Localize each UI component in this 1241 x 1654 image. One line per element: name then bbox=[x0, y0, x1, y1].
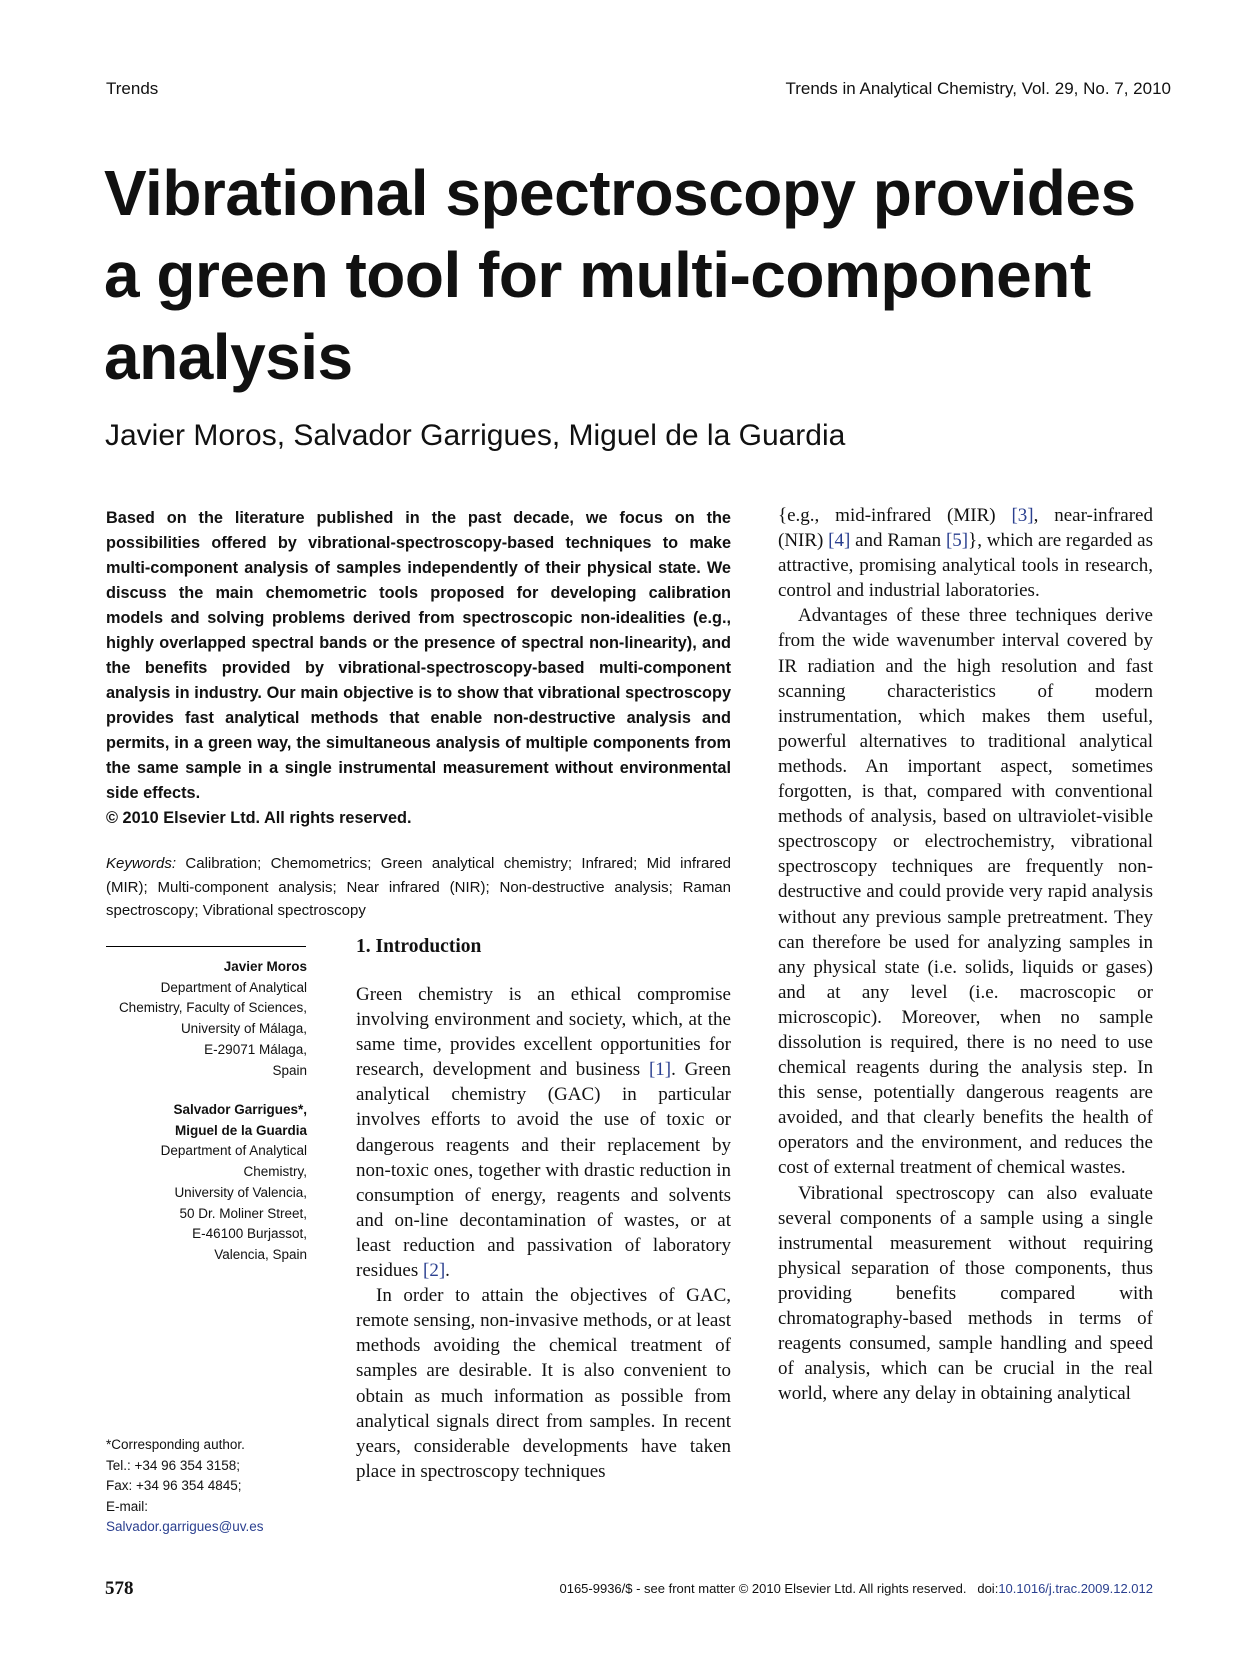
title-line: Vibrational spectroscopy provides bbox=[104, 157, 1136, 229]
keywords bbox=[106, 852, 731, 923]
paragraph bbox=[778, 503, 1153, 603]
title-line: analysis bbox=[104, 321, 353, 393]
paragraph bbox=[356, 982, 731, 1283]
running-header-section: Trends bbox=[106, 79, 159, 98]
citation-link[interactable]: [3] bbox=[1011, 505, 1034, 526]
page-number: 578 bbox=[105, 1578, 134, 1599]
citation-link[interactable]: [1] bbox=[648, 1059, 672, 1081]
corresponding-fax: Fax: +34 96 354 4845; bbox=[106, 1478, 242, 1493]
text-run: . bbox=[445, 1260, 450, 1282]
section-heading: 1. Introduction bbox=[356, 936, 482, 957]
sidebar-divider bbox=[106, 946, 306, 947]
abstract-copyright: © 2010 Elsevier Ltd. All rights reserved. bbox=[106, 809, 412, 827]
keywords-label: Keywords: bbox=[106, 855, 177, 872]
affiliation-block bbox=[92, 957, 307, 1081]
affiliation-line: Department of Analytical bbox=[160, 1143, 307, 1159]
paragraph: In order to attain the objectives of GAC, remote sensing, non-invasive methods, or at least methods avoiding the chemical treatment of samples are desirable. It is also convenient to obtain as much information as possible from analytical signals direct from samples. In recent years, considerable developments have taken place in spectroscopy techniques bbox=[356, 1285, 731, 1482]
affiliation-line: University of Valencia, bbox=[174, 1184, 307, 1200]
abstract bbox=[106, 506, 731, 831]
affiliation-line: Chemistry, Faculty of Sciences, bbox=[118, 1000, 307, 1016]
text-run: {e.g., mid-infrared (MIR) bbox=[778, 505, 1012, 526]
footer-info bbox=[559, 1581, 1153, 1596]
text-run: , near-infrared (NIR) bbox=[778, 505, 1153, 552]
affiliation-line: University of Málaga, bbox=[180, 1021, 307, 1037]
keywords-text: Calibration; Chemometrics; Green analytical chemistry; Infrared; Mid infrared (MIR); Multi-component analysis; Near infrared (NIR); Non-destructive analysis; Raman spectroscopy; Vibrational spectroscopy bbox=[106, 855, 732, 919]
citation-link[interactable]: [2] bbox=[423, 1260, 446, 1282]
article-authors: Javier Moros, Salvador Garrigues, Miguel de la Guardia bbox=[105, 419, 846, 452]
corresponding-email-label: E-mail: bbox=[106, 1498, 149, 1514]
footer-issn: 0165-9936/$ - see front matter © 2010 Elsevier Ltd. All rights reserved. bbox=[559, 1581, 967, 1596]
text-run: and Raman bbox=[850, 530, 946, 552]
body-column-middle bbox=[356, 982, 731, 1484]
abstract-text: Based on the literature published in the past decade, we focus on the possibilities offered by vibrational-spectroscopy-based techniques to make multi-component analysis of samples independently of their physical state. We discuss the main chemometric tools proposed for developing calibration models and solving problems derived from spectroscopic non-idealities (e.g., highly overlapped spectral bands or the presence of spectral non-linearity), and the benefits provided by vibrational-spectroscopy-based multi-component analysis in industry. Our main objective is to show that vibrational spectroscopy provides fast analytical methods that enable non-destructive analysis and permits, in a green way, the simultaneous analysis of multiple components from the same sample in a single instrumental measurement without environmental side effects. bbox=[106, 509, 731, 802]
affiliation-author: Miguel de la Guardia bbox=[174, 1122, 307, 1138]
doi-link[interactable]: 10.1016/j.trac.2009.12.012 bbox=[998, 1581, 1153, 1596]
affiliation-author: Salvador Garrigues*, bbox=[173, 1102, 307, 1117]
corresponding-note: *Corresponding author. bbox=[106, 1437, 245, 1452]
citation-link[interactable]: [4] bbox=[828, 530, 851, 552]
article-title bbox=[104, 152, 1164, 398]
text-run: }, which are regarded as attractive, promising analytical tools in research, control and industrial laboratories. bbox=[778, 530, 1153, 602]
text-run: . Green analytical chemistry (GAC) in particular involves efforts to avoid the use of toxic or dangerous reagents and their replacement by non-toxic ones, together with drastic reduction in consumption of energy, reagents and solvents and on-line decontamination of wastes, or at least reduction and passivation of laboratory residues bbox=[356, 1059, 731, 1282]
body-column-right bbox=[778, 503, 1153, 1406]
affiliation-author: Javier Moros bbox=[223, 959, 307, 974]
affiliation-block bbox=[92, 1100, 307, 1266]
affiliation-line: E-29071 Málaga, bbox=[204, 1041, 307, 1057]
citation-link[interactable]: [5] bbox=[945, 530, 969, 552]
footer-doi-label: doi: bbox=[977, 1581, 999, 1596]
affiliation-line: Spain bbox=[272, 1062, 307, 1078]
affiliation-line: Department of Analytical bbox=[160, 979, 307, 995]
paragraph: Vibrational spectroscopy can also evaluate several components of a sample using a single instrumental measurement without requiring physical separation of those components, thus providing benefits compared with chromatography-based methods in terms of reagents consumed, sample handling and speed of analysis, which can be crucial in the real world, where any delay in obtaining analytical bbox=[778, 1182, 1153, 1405]
affiliation-line: Chemistry, bbox=[243, 1164, 307, 1180]
corresponding-author bbox=[106, 1435, 264, 1538]
affiliation-line: 50 Dr. Moliner Street, bbox=[179, 1205, 307, 1221]
running-header-journal: Trends in Analytical Chemistry, Vol. 29, No. 7, 2010 bbox=[785, 79, 1171, 98]
affiliation-line: E-46100 Burjassot, bbox=[192, 1226, 307, 1242]
corresponding-email-link[interactable]: Salvador.garrigues@uv.es bbox=[106, 1519, 264, 1534]
paragraph: Advantages of these three techniques derive from the wide wavenumber interval covered by IR radiation and the high resolution and fast scanning characteristics of modern instrumentation, which makes them useful, powerful alternatives to traditional analytical methods. An important aspect, sometimes forgotten, is that, compared with conventional methods of analysis, based on ultraviolet-visible spectroscopy or electrochemistry, vibrational spectroscopy techniques are frequently non-destructive and could provide very rapid analysis without any previous sample pretreatment. They can therefore be used for analyzing samples in any physical state (i.e. solids, liquids or gases) and at any level (i.e. macroscopic or microscopic). Moreover, when no sample dissolution is required, there is no need to use chemical reagents during the analysis step. In this sense, potentially dangerous reagents are avoided, and that clearly benefits the health of operators and the environment, and reduces the cost of external treatment of chemical wastes. bbox=[778, 605, 1153, 1179]
text-run: Green chemistry is an ethical compromise involving environment and society, which, at the same time, provides excellent opportunities for research, development and business bbox=[356, 984, 731, 1081]
corresponding-tel: Tel.: +34 96 354 3158; bbox=[106, 1457, 240, 1473]
affiliation-line: Valencia, Spain bbox=[214, 1246, 307, 1262]
title-line: a green tool for multi-component bbox=[104, 239, 1091, 311]
